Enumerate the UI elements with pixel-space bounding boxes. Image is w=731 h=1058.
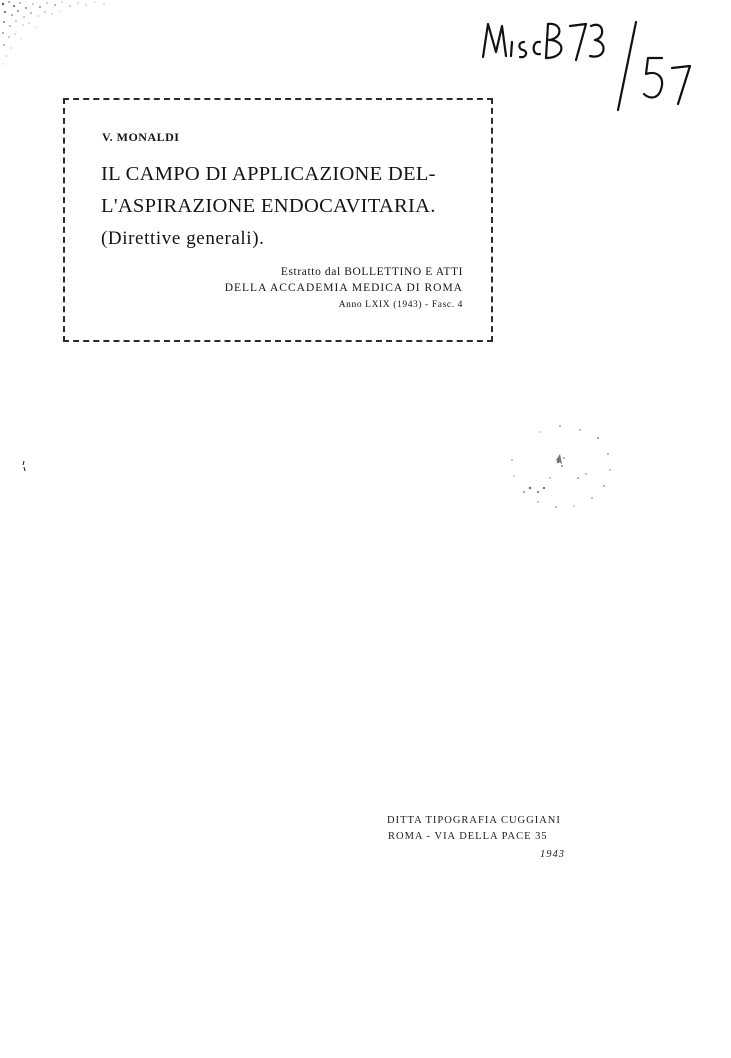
title-line-2: L'ASPIRAZIONE ENDOCAVITARIA. — [101, 195, 436, 217]
extract-source-line: Estratto dal BOLLETTINO E ATTI — [280, 266, 463, 278]
handwritten-shelfmark — [478, 12, 708, 112]
author-name: V. MONALDI — [102, 130, 180, 144]
scan-noise — [0, 0, 120, 70]
faded-stamp — [500, 418, 620, 513]
stray-mark — [19, 459, 29, 473]
title-line-1: IL CAMPO DI APPLICAZIONE DEL- — [101, 163, 436, 185]
printer-address: ROMA - VIA DELLA PACE 35 — [388, 831, 548, 842]
subtitle: (Direttive generali). — [101, 228, 265, 249]
extract-issue-line: Anno LXIX (1943) - Fasc. 4 — [338, 300, 463, 310]
extract-academy-line: DELLA ACCADEMIA MEDICA DI ROMA — [224, 282, 463, 294]
printer-name: DITTA TIPOGRAFIA CUGGIANI — [387, 815, 561, 826]
print-year: 1943 — [540, 849, 565, 860]
